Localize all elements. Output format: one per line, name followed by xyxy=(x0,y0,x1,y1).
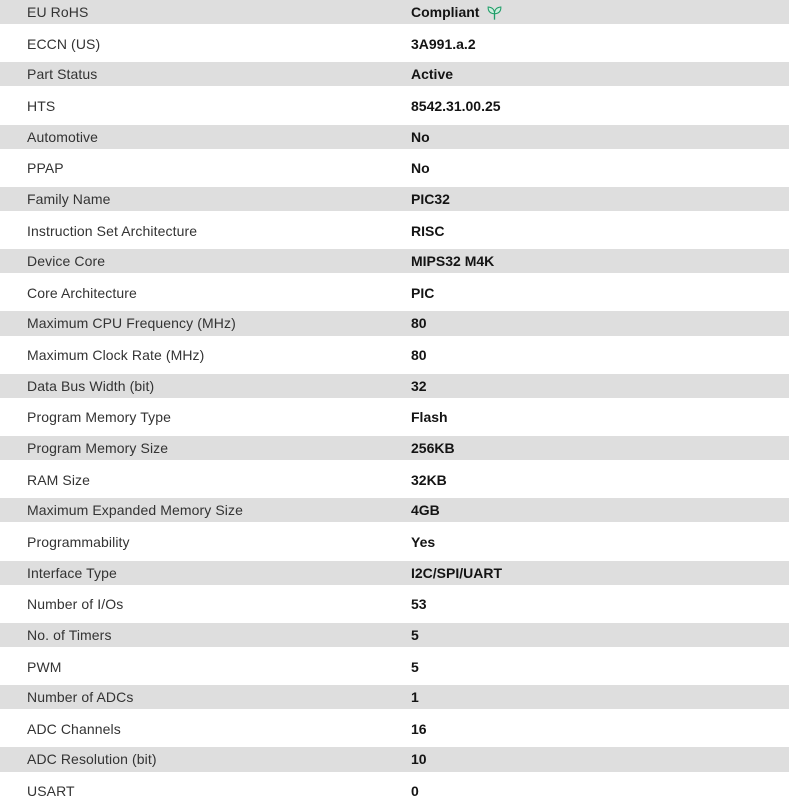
spec-row xyxy=(0,184,789,215)
spec-attribute-label: HTS xyxy=(27,97,56,114)
spec-value-text: 5 xyxy=(411,658,419,675)
spec-attribute-value xyxy=(411,659,419,675)
spec-attribute-label: RAM Size xyxy=(27,471,91,488)
spec-attribute-value xyxy=(411,347,427,363)
spec-attribute-value xyxy=(411,378,427,394)
spec-row xyxy=(0,402,789,433)
spec-attribute-value xyxy=(411,253,494,269)
spec-row xyxy=(0,122,789,153)
spec-row xyxy=(0,744,789,775)
spec-attribute-value xyxy=(411,440,455,456)
spec-attribute-label: Maximum Expanded Memory Size xyxy=(27,502,243,519)
spec-attribute-label: No. of Timers xyxy=(27,626,112,643)
spec-attribute-value xyxy=(411,191,450,207)
spec-value-text: 1 xyxy=(411,689,419,706)
spec-row xyxy=(0,371,789,402)
spec-row xyxy=(0,713,789,744)
spec-value-text: No xyxy=(411,128,430,145)
spec-value-text: PIC xyxy=(411,284,435,301)
spec-row xyxy=(0,776,789,807)
spec-attribute-value xyxy=(411,4,503,21)
spec-row xyxy=(0,59,789,90)
spec-attribute-value xyxy=(411,627,419,643)
spec-attribute-label: Part Status xyxy=(27,66,98,83)
spec-value-text: I2C/SPI/UART xyxy=(411,564,503,581)
spec-value-text: 256KB xyxy=(411,440,455,457)
spec-attribute-label: Automotive xyxy=(27,128,99,145)
spec-row xyxy=(0,340,789,371)
spec-attribute-label: Family Name xyxy=(27,190,111,207)
spec-attribute-value xyxy=(411,66,453,82)
spec-attribute-label: Program Memory Size xyxy=(27,440,169,457)
spec-value-text: MIPS32 M4K xyxy=(411,253,495,270)
spec-attribute-label: PPAP xyxy=(27,160,64,177)
spec-value-text: 32 xyxy=(411,377,427,394)
spec-attribute-value xyxy=(411,783,419,799)
spec-attribute-value xyxy=(411,689,419,705)
spec-value-text: PIC32 xyxy=(411,190,450,207)
spec-attribute-value xyxy=(411,751,427,767)
spec-attribute-value xyxy=(411,285,434,301)
spec-value-text: Active xyxy=(411,66,454,83)
spec-value-text: Flash xyxy=(411,409,448,426)
spec-value-text: RISC xyxy=(411,222,445,239)
spec-row xyxy=(0,246,789,277)
spec-attribute-value xyxy=(411,98,501,114)
spec-attribute-label: Interface Type xyxy=(27,564,117,581)
spec-value-text: 16 xyxy=(411,720,427,737)
spec-attribute-value xyxy=(411,223,444,239)
spec-attribute-label: EU RoHS xyxy=(27,4,89,21)
spec-value-text: Compliant xyxy=(411,4,480,21)
spec-value-text: 4GB xyxy=(411,502,440,519)
spec-attribute-value xyxy=(411,315,427,331)
spec-attribute-value xyxy=(411,565,502,581)
spec-attribute-value xyxy=(411,534,435,550)
spec-attribute-label: Programmability xyxy=(27,533,130,550)
spec-value-text: 80 xyxy=(411,347,427,364)
spec-value-text: 8542.31.00.25 xyxy=(411,97,501,114)
spec-row xyxy=(0,558,789,589)
spec-row xyxy=(0,682,789,713)
spec-attribute-value xyxy=(411,721,427,737)
spec-attribute-value xyxy=(411,502,440,518)
spec-attribute-value xyxy=(411,409,448,425)
spec-attribute-label: USART xyxy=(27,783,75,800)
spec-attribute-value xyxy=(411,160,430,176)
spec-attribute-label: ADC Channels xyxy=(27,720,121,737)
spec-value-text: 0 xyxy=(411,783,419,800)
spec-row xyxy=(0,90,789,121)
spec-row xyxy=(0,651,789,682)
spec-attribute-label: Maximum Clock Rate (MHz) xyxy=(27,347,205,364)
spec-row xyxy=(0,464,789,495)
spec-attribute-label: Device Core xyxy=(27,253,106,270)
spec-value-text: 5 xyxy=(411,626,419,643)
rohs-leaf-icon[interactable] xyxy=(486,5,503,21)
spec-attribute-label: PWM xyxy=(27,658,62,675)
spec-value-text: 53 xyxy=(411,596,427,613)
spec-attribute-label: Instruction Set Architecture xyxy=(27,222,198,239)
spec-value-text: 32KB xyxy=(411,471,447,488)
spec-attribute-value xyxy=(411,472,447,488)
spec-attribute-label: Program Memory Type xyxy=(27,409,172,426)
spec-value-text: Yes xyxy=(411,533,436,550)
spec-attribute-value xyxy=(411,129,430,145)
spec-attribute-label: Core Architecture xyxy=(27,284,137,301)
spec-attribute-label: Number of ADCs xyxy=(27,689,134,706)
spec-row xyxy=(0,433,789,464)
spec-value-text: 10 xyxy=(411,751,427,768)
spec-attribute-label: Maximum CPU Frequency (MHz) xyxy=(27,315,236,332)
spec-attribute-label: ECCN (US) xyxy=(27,35,101,52)
spec-value-text: 80 xyxy=(411,315,427,332)
spec-row xyxy=(0,0,789,28)
spec-attribute-value xyxy=(411,596,427,612)
spec-row xyxy=(0,526,789,557)
spec-attribute-value xyxy=(411,36,476,52)
spec-value-text: 3A991.a.2 xyxy=(411,35,476,52)
spec-row xyxy=(0,620,789,651)
spec-row xyxy=(0,495,789,526)
spec-attribute-label: ADC Resolution (bit) xyxy=(27,751,157,768)
spec-row xyxy=(0,589,789,620)
spec-row xyxy=(0,215,789,246)
spec-row xyxy=(0,28,789,59)
spec-row xyxy=(0,277,789,308)
spec-row xyxy=(0,308,789,339)
spec-attribute-label: Data Bus Width (bit) xyxy=(27,377,155,394)
spec-row xyxy=(0,153,789,184)
spec-value-text: No xyxy=(411,160,430,177)
spec-attribute-label: Number of I/Os xyxy=(27,596,124,613)
